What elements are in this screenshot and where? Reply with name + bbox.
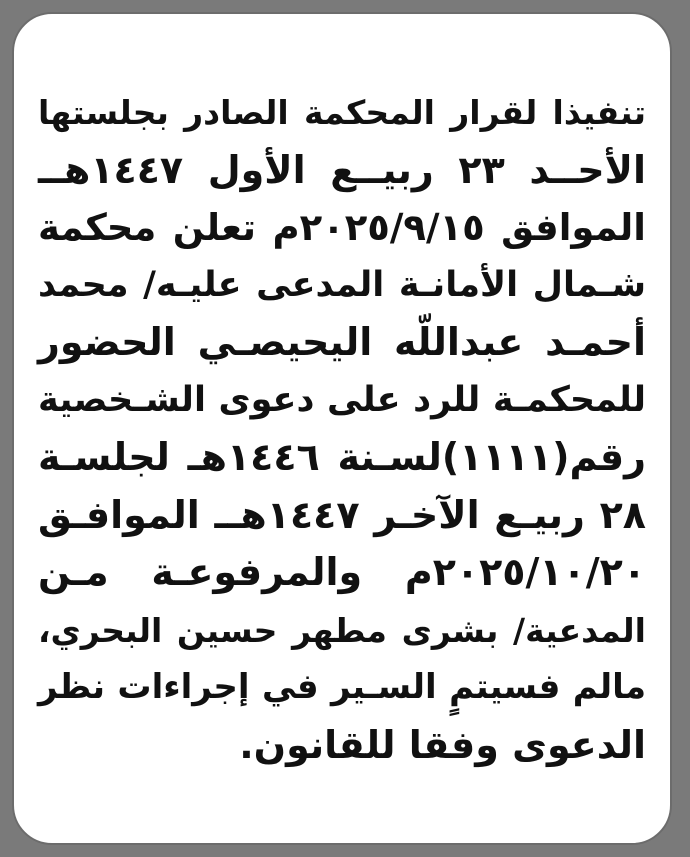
notice-line-5: أحمـد عبداللّه اليحيصـي الحضور <box>38 320 646 364</box>
notice-card <box>12 12 672 845</box>
notice-line-9: ٢٠٢٥/١٠/٢٠م والمرفوعـة مـن <box>38 550 646 594</box>
notice-line-2: الأحــد ٢٣ ربيــع الأول ١٤٤٧هــ <box>38 147 646 192</box>
notice-line-8: ٢٨ ربيـع الآخـر ١٤٤٧هــ الموافـق <box>38 492 646 537</box>
notice-text <box>38 84 646 774</box>
notice-line-7: رقم(١١١١)لسـنة ١٤٤٦هـ لجلسـة <box>38 435 647 479</box>
notice-line-10: المدعية/ بشرى مطهر حسين البحري، <box>38 610 646 650</box>
notice-line-11: مالم فسيتمٍ السـير في إجراءات نظر <box>38 667 646 707</box>
notice-line-4: شـمال الأمانـة المدعى عليـه/ محمد <box>38 264 646 305</box>
notice-line-3: الموافق ٢٠٢٥/٩/١٥م تعلن محكمة <box>38 206 646 249</box>
notice-line-1: تنفيذا لقرار المحكمة الصادر بجلستها <box>38 93 646 132</box>
notice-line-12: الدعوى وفقا للقانون. <box>239 722 646 767</box>
notice-line-6: للمحكمـة للرد على دعوى الشـخصية <box>38 379 646 420</box>
